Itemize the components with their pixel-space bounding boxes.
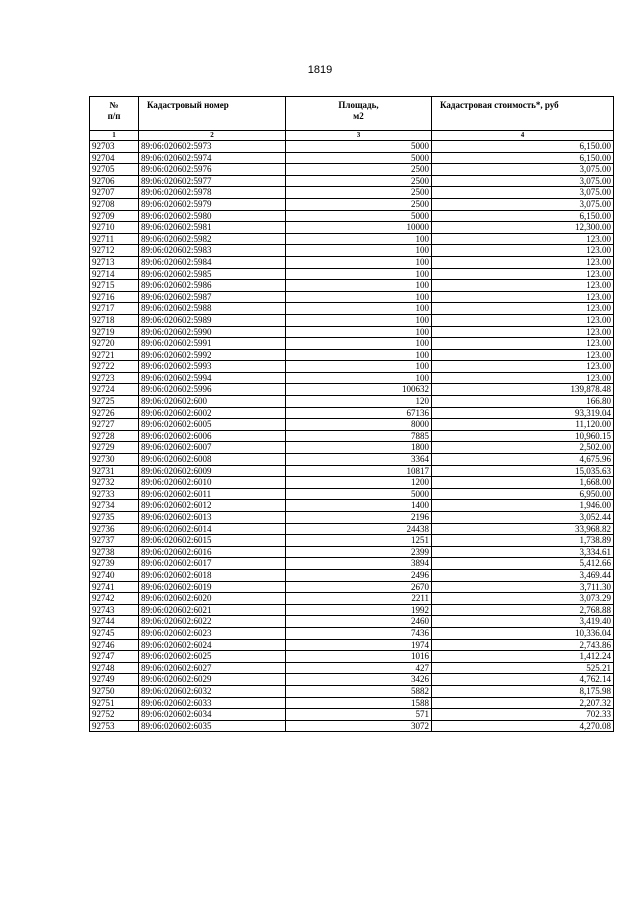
row-number-cell: 92709 (90, 210, 139, 222)
area-cell: 67136 (286, 407, 432, 419)
cadastral-number-cell: 89:06:020602:6014 (139, 523, 286, 535)
cadastral-cost-cell: 3,469.44 (432, 569, 614, 581)
header-cadastral-cost: Кадастровая стоимость*, руб (432, 97, 614, 131)
area-cell: 2460 (286, 616, 432, 628)
table-row (90, 627, 614, 639)
row-number-cell: 92727 (90, 419, 139, 431)
area-cell: 100 (286, 314, 432, 326)
row-number-cell: 92706 (90, 175, 139, 187)
cadastral-cost-cell: 123.00 (432, 326, 614, 338)
cadastral-cost-cell: 123.00 (432, 303, 614, 315)
cadastral-cost-cell: 6,150.00 (432, 210, 614, 222)
cadastral-cost-cell: 1,738.89 (432, 535, 614, 547)
cadastral-cost-cell: 702.33 (432, 709, 614, 721)
cadastral-number-cell: 89:06:020602:5986 (139, 280, 286, 292)
area-cell: 1200 (286, 477, 432, 489)
area-cell: 10000 (286, 222, 432, 234)
area-cell: 100 (286, 326, 432, 338)
cadastral-number-cell: 89:06:020602:5980 (139, 210, 286, 222)
area-cell: 427 (286, 662, 432, 674)
row-number-cell: 92748 (90, 662, 139, 674)
cadastral-cost-cell: 3,334.61 (432, 546, 614, 558)
cadastral-cost-cell: 6,150.00 (432, 141, 614, 153)
cadastral-cost-cell: 4,270.08 (432, 720, 614, 732)
cadastral-cost-cell: 10,336.04 (432, 627, 614, 639)
cadastral-number-cell: 89:06:020602:6024 (139, 639, 286, 651)
cadastral-number-cell: 89:06:020602:6005 (139, 419, 286, 431)
cadastral-cost-cell: 123.00 (432, 268, 614, 280)
cadastral-cost-cell: 5,412.66 (432, 558, 614, 570)
row-number-cell: 92711 (90, 233, 139, 245)
area-cell: 3072 (286, 720, 432, 732)
cadastral-number-cell: 89:06:020602:5989 (139, 314, 286, 326)
row-number-cell: 92712 (90, 245, 139, 257)
table-row (90, 500, 614, 512)
row-number-cell: 92714 (90, 268, 139, 280)
row-number-cell: 92738 (90, 546, 139, 558)
area-cell: 100 (286, 280, 432, 292)
row-number-cell: 92736 (90, 523, 139, 535)
area-cell: 24438 (286, 523, 432, 535)
table-row (90, 222, 614, 234)
cadastral-number-cell: 89:06:020602:6032 (139, 685, 286, 697)
row-number-cell: 92723 (90, 372, 139, 384)
area-cell: 3894 (286, 558, 432, 570)
area-cell: 1992 (286, 604, 432, 616)
cadastral-cost-cell: 525.21 (432, 662, 614, 674)
row-number-cell: 92726 (90, 407, 139, 419)
area-cell: 100 (286, 303, 432, 315)
header-row-number-text: № п/п (107, 100, 121, 121)
area-cell: 100 (286, 361, 432, 373)
cadastral-number-cell: 89:06:020602:6016 (139, 546, 286, 558)
row-number-cell: 92751 (90, 697, 139, 709)
cadastral-cost-cell: 123.00 (432, 372, 614, 384)
page-number: 1819 (307, 64, 333, 76)
row-number-cell: 92746 (90, 639, 139, 651)
row-number-cell: 92719 (90, 326, 139, 338)
cadastral-cost-cell: 139,878.48 (432, 384, 614, 396)
table-row (90, 338, 614, 350)
cadastral-number-cell: 89:06:020602:5987 (139, 291, 286, 303)
area-cell: 7885 (286, 430, 432, 442)
area-cell: 100 (286, 349, 432, 361)
table-row (90, 477, 614, 489)
header-row-number (90, 97, 139, 131)
area-cell: 100 (286, 291, 432, 303)
area-cell: 2500 (286, 175, 432, 187)
row-number-cell: 92732 (90, 477, 139, 489)
table-row (90, 685, 614, 697)
table-row (90, 198, 614, 210)
row-number-cell: 92744 (90, 616, 139, 628)
cadastral-number-cell: 89:06:020602:5990 (139, 326, 286, 338)
cadastral-cost-cell: 123.00 (432, 314, 614, 326)
cadastral-number-cell: 89:06:020602:5978 (139, 187, 286, 199)
table-row (90, 361, 614, 373)
cadastral-cost-cell: 2,743.86 (432, 639, 614, 651)
cadastral-number-cell: 89:06:020602:5984 (139, 256, 286, 268)
cadastral-number-cell: 89:06:020602:5974 (139, 152, 286, 164)
cadastral-cost-cell: 15,035.63 (432, 465, 614, 477)
area-cell: 2670 (286, 581, 432, 593)
table-row (90, 454, 614, 466)
table-row (90, 697, 614, 709)
area-cell: 2399 (286, 546, 432, 558)
row-number-cell: 92734 (90, 500, 139, 512)
area-cell: 100 (286, 338, 432, 350)
table-row (90, 256, 614, 268)
cadastral-cost-cell: 6,150.00 (432, 152, 614, 164)
row-number-cell: 92718 (90, 314, 139, 326)
cadastral-cost-cell: 2,207.32 (432, 697, 614, 709)
header-cadastral-number: Кадастровый номер (139, 97, 286, 131)
area-cell: 7436 (286, 627, 432, 639)
table-row (90, 558, 614, 570)
cadastral-number-cell: 89:06:020602:6034 (139, 709, 286, 721)
row-number-cell: 92717 (90, 303, 139, 315)
table-row (90, 152, 614, 164)
row-number-cell: 92708 (90, 198, 139, 210)
table-row (90, 674, 614, 686)
area-cell: 1251 (286, 535, 432, 547)
table-row (90, 720, 614, 732)
area-cell: 2500 (286, 198, 432, 210)
table-row (90, 569, 614, 581)
row-number-cell: 92742 (90, 593, 139, 605)
cadastral-number-cell: 89:06:020602:6027 (139, 662, 286, 674)
cadastral-cost-cell: 2,768.88 (432, 604, 614, 616)
column-number-row (90, 131, 614, 141)
table-row (90, 639, 614, 651)
table-body (90, 141, 614, 732)
table-row (90, 268, 614, 280)
table-row (90, 187, 614, 199)
table-row (90, 407, 614, 419)
cadastral-cost-cell: 123.00 (432, 338, 614, 350)
area-cell: 8000 (286, 419, 432, 431)
table-row (90, 141, 614, 153)
column-number: 3 (286, 131, 432, 141)
cadastral-number-cell: 89:06:020602:5981 (139, 222, 286, 234)
cadastral-cost-cell: 3,711.30 (432, 581, 614, 593)
table-row (90, 651, 614, 663)
cadastral-number-cell: 89:06:020602:6010 (139, 477, 286, 489)
cadastral-number-cell: 89:06:020602:6029 (139, 674, 286, 686)
row-number-cell: 92737 (90, 535, 139, 547)
area-cell: 1588 (286, 697, 432, 709)
area-cell: 120 (286, 396, 432, 408)
cadastral-number-cell: 89:06:020602:5994 (139, 372, 286, 384)
cadastral-number-cell: 89:06:020602:6007 (139, 442, 286, 454)
cadastral-number-cell: 89:06:020602:6035 (139, 720, 286, 732)
area-cell: 100 (286, 233, 432, 245)
area-cell: 1016 (286, 651, 432, 663)
area-cell: 5000 (286, 488, 432, 500)
table-row (90, 512, 614, 524)
cadastral-number-cell: 89:06:020602:6008 (139, 454, 286, 466)
table-row (90, 396, 614, 408)
cadastral-number-cell: 89:06:020602:5976 (139, 164, 286, 176)
area-cell: 3364 (286, 454, 432, 466)
table-row (90, 419, 614, 431)
cadastral-number-cell: 89:06:020602:6006 (139, 430, 286, 442)
cadastral-number-cell: 89:06:020602:6017 (139, 558, 286, 570)
cadastral-cost-cell: 123.00 (432, 233, 614, 245)
table-row (90, 372, 614, 384)
table-row (90, 233, 614, 245)
table-row (90, 175, 614, 187)
area-cell: 10817 (286, 465, 432, 477)
area-cell: 3426 (286, 674, 432, 686)
row-number-cell: 92747 (90, 651, 139, 663)
area-cell: 5000 (286, 210, 432, 222)
cadastral-cost-cell: 4,675.96 (432, 454, 614, 466)
area-cell: 5000 (286, 152, 432, 164)
column-number: 1 (90, 131, 139, 141)
cadastral-cost-cell: 3,419.40 (432, 616, 614, 628)
cadastral-cost-cell: 11,120.00 (432, 419, 614, 431)
cadastral-cost-cell: 3,075.00 (432, 187, 614, 199)
header-area-text: Площадь, м2 (338, 100, 379, 121)
row-number-cell: 92720 (90, 338, 139, 350)
cadastral-number-cell: 89:06:020602:5983 (139, 245, 286, 257)
cadastral-cost-cell: 10,960.15 (432, 430, 614, 442)
column-number: 4 (432, 131, 614, 141)
area-cell: 100 (286, 256, 432, 268)
cadastral-cost-cell: 123.00 (432, 280, 614, 292)
cadastral-cost-cell: 3,075.00 (432, 198, 614, 210)
cadastral-cost-cell: 3,073.29 (432, 593, 614, 605)
area-cell: 2496 (286, 569, 432, 581)
cadastral-cost-cell: 123.00 (432, 349, 614, 361)
row-number-cell: 92721 (90, 349, 139, 361)
cadastral-cost-cell: 1,946.00 (432, 500, 614, 512)
cadastral-cost-cell: 4,762.14 (432, 674, 614, 686)
cadastral-number-cell: 89:06:020602:6021 (139, 604, 286, 616)
table-row (90, 430, 614, 442)
area-cell: 2500 (286, 187, 432, 199)
cadastral-cost-cell: 8,175.98 (432, 685, 614, 697)
cadastral-number-cell: 89:06:020602:5982 (139, 233, 286, 245)
table-row (90, 210, 614, 222)
table-row (90, 604, 614, 616)
cadastral-number-cell: 89:06:020602:6012 (139, 500, 286, 512)
area-cell: 100 (286, 245, 432, 257)
table-row (90, 488, 614, 500)
row-number-cell: 92743 (90, 604, 139, 616)
area-cell: 100 (286, 268, 432, 280)
row-number-cell: 92715 (90, 280, 139, 292)
table-row (90, 384, 614, 396)
row-number-cell: 92703 (90, 141, 139, 153)
column-number: 2 (139, 131, 286, 141)
table-row (90, 709, 614, 721)
row-number-cell: 92729 (90, 442, 139, 454)
cadastral-cost-cell: 1,412.24 (432, 651, 614, 663)
row-number-cell: 92753 (90, 720, 139, 732)
row-number-cell: 92710 (90, 222, 139, 234)
row-number-cell: 92750 (90, 685, 139, 697)
area-cell: 571 (286, 709, 432, 721)
cadastral-number-cell: 89:06:020602:6013 (139, 512, 286, 524)
area-cell: 100 (286, 372, 432, 384)
cadastral-cost-cell: 3,052.44 (432, 512, 614, 524)
cadastral-number-cell: 89:06:020602:6020 (139, 593, 286, 605)
cadastral-number-cell: 89:06:020602:6015 (139, 535, 286, 547)
cadastral-number-cell: 89:06:020602:5988 (139, 303, 286, 315)
table-row (90, 523, 614, 535)
cadastral-number-cell: 89:06:020602:5985 (139, 268, 286, 280)
table-row (90, 303, 614, 315)
row-number-cell: 92705 (90, 164, 139, 176)
row-number-cell: 92731 (90, 465, 139, 477)
table-row (90, 662, 614, 674)
table-row (90, 546, 614, 558)
cadastral-cost-cell: 3,075.00 (432, 175, 614, 187)
cadastral-cost-cell: 123.00 (432, 361, 614, 373)
table-row (90, 326, 614, 338)
table-row (90, 465, 614, 477)
area-cell: 2211 (286, 593, 432, 605)
cadastral-cost-cell: 1,668.00 (432, 477, 614, 489)
cadastral-number-cell: 89:06:020602:6033 (139, 697, 286, 709)
cadastral-number-cell: 89:06:020602:6018 (139, 569, 286, 581)
table-row (90, 280, 614, 292)
cadastral-cost-cell: 166.80 (432, 396, 614, 408)
cadastral-cost-cell: 123.00 (432, 245, 614, 257)
cadastral-number-cell: 89:06:020602:5991 (139, 338, 286, 350)
cadastral-number-cell: 89:06:020602:5996 (139, 384, 286, 396)
cadastral-number-cell: 89:06:020602:6022 (139, 616, 286, 628)
table-row (90, 581, 614, 593)
cadastral-number-cell: 89:06:020602:6025 (139, 651, 286, 663)
cadastral-cost-cell: 3,075.00 (432, 164, 614, 176)
cadastre-table (89, 96, 614, 732)
cadastral-cost-cell: 123.00 (432, 256, 614, 268)
row-number-cell: 92704 (90, 152, 139, 164)
row-number-cell: 92752 (90, 709, 139, 721)
area-cell: 100632 (286, 384, 432, 396)
header-area (286, 97, 432, 131)
cadastral-cost-cell: 6,950.00 (432, 488, 614, 500)
row-number-cell: 92745 (90, 627, 139, 639)
row-number-cell: 92716 (90, 291, 139, 303)
row-number-cell: 92724 (90, 384, 139, 396)
row-number-cell: 92741 (90, 581, 139, 593)
row-number-cell: 92730 (90, 454, 139, 466)
cadastral-number-cell: 89:06:020602:6023 (139, 627, 286, 639)
cadastral-number-cell: 89:06:020602:6019 (139, 581, 286, 593)
table-row (90, 314, 614, 326)
row-number-cell: 92740 (90, 569, 139, 581)
cadastral-cost-cell: 33,968.82 (432, 523, 614, 535)
table-row (90, 535, 614, 547)
cadastral-number-cell: 89:06:020602:600 (139, 396, 286, 408)
cadastral-number-cell: 89:06:020602:5979 (139, 198, 286, 210)
cadastral-number-cell: 89:06:020602:6011 (139, 488, 286, 500)
area-cell: 2500 (286, 164, 432, 176)
row-number-cell: 92707 (90, 187, 139, 199)
cadastral-number-cell: 89:06:020602:6002 (139, 407, 286, 419)
table-header-row (90, 97, 614, 131)
table-row (90, 442, 614, 454)
table-row (90, 164, 614, 176)
row-number-cell: 92749 (90, 674, 139, 686)
cadastral-number-cell: 89:06:020602:5977 (139, 175, 286, 187)
cadastral-number-cell: 89:06:020602:5973 (139, 141, 286, 153)
area-cell: 2196 (286, 512, 432, 524)
area-cell: 5000 (286, 141, 432, 153)
row-number-cell: 92735 (90, 512, 139, 524)
row-number-cell: 92713 (90, 256, 139, 268)
row-number-cell: 92722 (90, 361, 139, 373)
cadastral-cost-cell: 93,319.04 (432, 407, 614, 419)
cadastral-number-cell: 89:06:020602:5992 (139, 349, 286, 361)
cadastral-number-cell: 89:06:020602:6009 (139, 465, 286, 477)
row-number-cell: 92733 (90, 488, 139, 500)
cadastral-cost-cell: 12,300.00 (432, 222, 614, 234)
table-row (90, 616, 614, 628)
area-cell: 1800 (286, 442, 432, 454)
table-row (90, 349, 614, 361)
area-cell: 5882 (286, 685, 432, 697)
cadastral-cost-cell: 123.00 (432, 291, 614, 303)
table-row (90, 291, 614, 303)
cadastral-cost-cell: 2,502.00 (432, 442, 614, 454)
table-row (90, 593, 614, 605)
area-cell: 1400 (286, 500, 432, 512)
area-cell: 1974 (286, 639, 432, 651)
table-row (90, 245, 614, 257)
cadastral-number-cell: 89:06:020602:5993 (139, 361, 286, 373)
row-number-cell: 92728 (90, 430, 139, 442)
row-number-cell: 92739 (90, 558, 139, 570)
row-number-cell: 92725 (90, 396, 139, 408)
